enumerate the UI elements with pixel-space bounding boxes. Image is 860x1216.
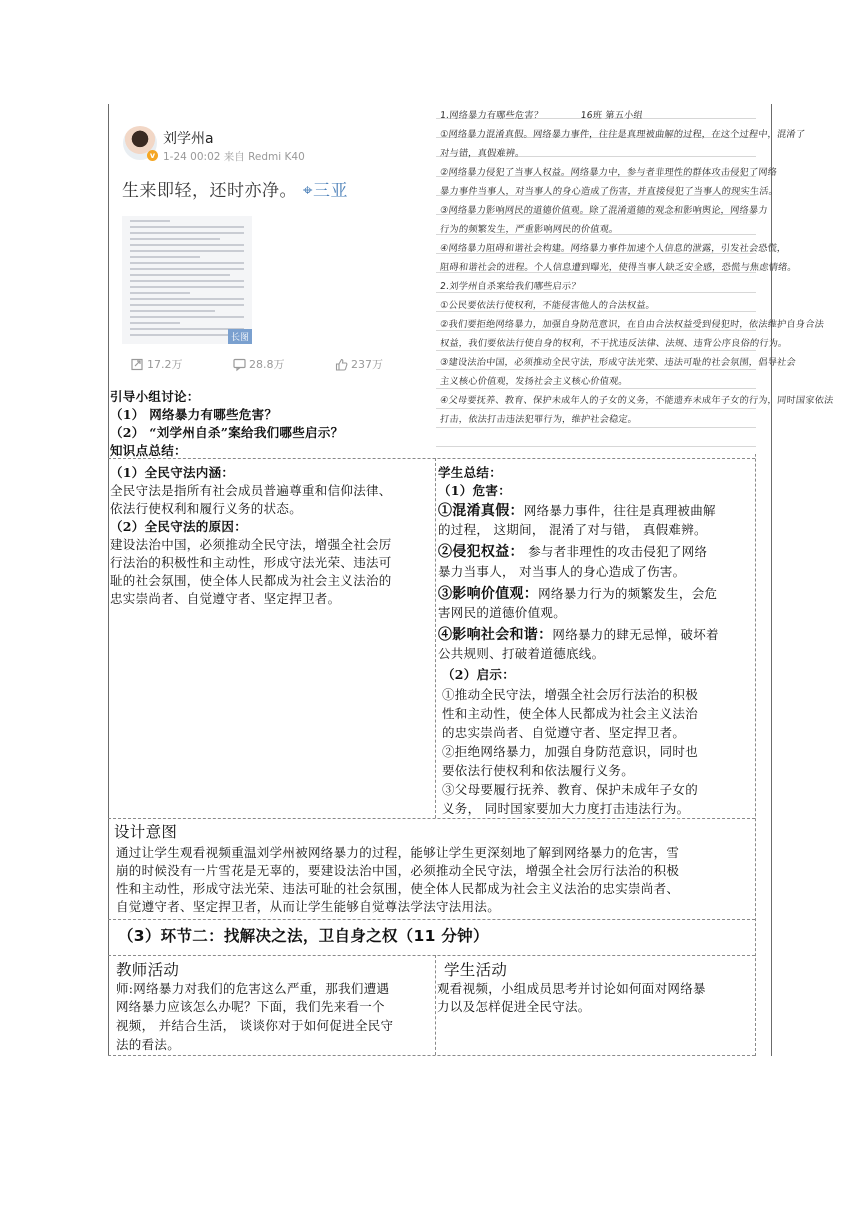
column-divider-1	[435, 458, 436, 818]
handwritten-line: 1.网络暴力有哪些危害？ 16班 第五小组	[439, 110, 644, 121]
handwritten-line: ①公民要依法行使权利，不能侵害他人的合法权益。	[439, 300, 656, 311]
comment-count: 28.8万	[249, 358, 285, 371]
thumbs-up-icon	[335, 358, 348, 371]
teacher-activity-heading: 教师活动	[116, 961, 180, 979]
handwritten-line: 2.刘学州自杀案给我们哪些启示？	[439, 281, 582, 292]
weibo-post-meta: 1-24 00:02 来自 Redmi K40	[163, 151, 305, 163]
handwritten-line: ④父母要抚养、教育、保护未成年人的子女的义务，不能遗弃未成年子女的行为，同时国家依法	[439, 395, 834, 406]
row-divider-1	[108, 458, 755, 459]
repost-button[interactable]	[131, 356, 183, 372]
design-intent-line: 自觉遵守者、坚定捍卫者，从而让学生能够自觉尊法学法守法用法。	[116, 899, 501, 914]
harm-item-3-cont: 害网民的道德价值观。	[438, 605, 567, 620]
handwritten-line: ④网络暴力阻碍和谐社会构建。网络暴力事件加速个人信息的泄露，引发社会恐慌，	[439, 243, 788, 254]
repost-icon	[131, 358, 144, 371]
teacher-activity-line: 法的看法。	[116, 1037, 181, 1052]
weibo-action-bar	[109, 352, 409, 376]
weibo-post-text	[122, 176, 348, 201]
section-title: （3）环节二：找解决之法，卫自身之权（11 分钟）	[118, 927, 489, 945]
design-intent-line: 性和主动性，形成守法光荣、违法可耻的社会氛围，使全体人民都成为社会主义法治的忠实崇尚者、	[116, 881, 680, 896]
long-image-thumbnail	[122, 216, 252, 344]
harm-item-text: 网络暴力的肆无忌惮，破坏着	[552, 627, 719, 642]
harm-item-1	[438, 501, 716, 521]
like-count: 237万	[351, 358, 383, 371]
like-button[interactable]	[335, 356, 383, 372]
location-pin-icon: ⌖	[302, 181, 313, 201]
handwritten-line: 阻碍和谐社会的进程。个人信息遭到曝光，使得当事人缺乏安全感，恐慌与焦虑情绪。	[439, 262, 798, 273]
teacher-activity-line: 师:网络暴力对我们的危害这么严重，那我们遭遇	[116, 981, 390, 996]
handwritten-line: 权益，我们要依法行使自身的权利，不干扰违反法律、法规、违背公序良俗的行为。	[439, 338, 788, 349]
handwritten-notes-image	[436, 104, 834, 454]
insight-line: ②拒绝网络暴力，加强自身防范意识，同时也	[442, 744, 699, 759]
knowledge-s1-line: 全民守法是指所有社会成员普遍尊重和信仰法律、	[110, 483, 392, 498]
guide-heading: 引导小组讨论：	[110, 389, 200, 404]
handwritten-line: ②网络暴力侵犯了当事人权益。网络暴力中，参与者非理性的群体攻击侵犯了网络	[439, 167, 778, 178]
harm-item-label: ④影响社会和谐：	[438, 627, 553, 643]
design-intent-line: 崩的时候没有一片雪花是无辜的，要建设法治中国，必须推动全民守法，增强全社会厉行法治的积极	[116, 863, 680, 878]
weibo-post-body: 生来即轻，还时亦净。	[122, 181, 297, 201]
knowledge-s1-title: （1）全民守法内涵：	[110, 465, 235, 480]
harm-item-4	[438, 625, 719, 645]
knowledge-s2-line: 耻的社会氛围，使全体人民都成为社会主义法治的	[110, 573, 392, 588]
row-divider-5	[108, 1055, 755, 1056]
handwritten-line: 主义核心价值观，发扬社会主义核心价值观。	[439, 376, 629, 387]
harm-item-text: 网络暴力事件，往往是真理被曲解	[523, 503, 716, 518]
insight-line: ③父母要履行抚养、教育、保护未成年子女的	[442, 782, 699, 797]
insight-line: 的忠实崇尚者、自觉遵守者、坚定捍卫者。	[442, 725, 686, 740]
column-divider-2	[435, 955, 436, 1055]
handwritten-line: ③建设法治中国，必须推动全民守法，形成守法光荣、违法可耻的社会氛围，倡导社会	[439, 357, 797, 368]
weibo-location: 三亚	[312, 181, 348, 201]
insight-title: （2）启示：	[442, 667, 515, 682]
harm-title: （1）危害：	[438, 483, 511, 498]
harm-item-1-cont: 的过程， 这期间， 混淆了对与错， 真假难辨。	[438, 522, 707, 537]
harm-item-2-cont: 暴力当事人， 对当事人的身心造成了伤害。	[438, 564, 686, 579]
knowledge-heading: 知识点总结：	[110, 443, 187, 458]
weibo-post-screenshot	[109, 104, 409, 384]
harm-item-label: ①混淆真假：	[438, 503, 524, 519]
harm-item-text: 参与者非理性的攻击侵犯了网络	[523, 544, 708, 559]
teacher-activity-line: 视频， 并结合生活， 谈谈你对于如何促进全民守	[116, 1018, 394, 1033]
weibo-username: 刘学州a	[163, 131, 214, 147]
student-activity-line: 观看视频，小组成员思考并讨论如何面对网络暴	[437, 981, 706, 996]
knowledge-s2-line: 忠实崇尚者、自觉遵守者、坚定捍卫者。	[110, 591, 341, 606]
verified-badge-icon: v	[147, 150, 158, 161]
harm-item-label: ②侵犯权益：	[438, 544, 524, 560]
insight-line: ①推动全民守法，增强全社会厉行法治的积极	[442, 687, 699, 702]
student-summary-heading: 学生总结：	[438, 465, 503, 480]
harm-item-3	[438, 584, 717, 604]
teacher-activity-line: 网络暴力应该怎么办呢？下面，我们先来看一个	[116, 999, 385, 1014]
handwritten-line: 打击，依法打击违法犯罪行为，维护社会稳定。	[439, 414, 638, 425]
harm-item-text: 网络暴力行为的频繁发生，会危	[538, 586, 718, 601]
guide-question-1: （1） 网络暴力有哪些危害？	[110, 407, 278, 422]
long-image-tag: 长图	[228, 329, 252, 344]
insight-line: 性和主动性，使全体人民都成为社会主义法治	[442, 706, 699, 721]
design-intent-line: 通过让学生观看视频重温刘学州被网络暴力的过程，能够让学生更深刻地了解到网络暴力的危害，雪	[116, 845, 680, 860]
harm-item-4-cont: 公共规则、打破着道德底线。	[438, 646, 605, 661]
row-divider-2	[108, 818, 755, 819]
harm-item-2	[438, 542, 707, 562]
handwritten-line: 暴力事件当事人，对当事人的身心造成了伤害，并直接侵犯了当事人的现实生活。	[439, 186, 779, 197]
row-divider-4	[108, 955, 755, 956]
row-divider-3	[108, 919, 755, 920]
knowledge-s2-line: 行法治的积极性和主动性，形成守法光荣、违法可	[110, 555, 392, 570]
insight-line: 要依法行使权利和依法履行义务。	[442, 763, 635, 778]
knowledge-s2-line: 建设法治中国，必须推动全民守法，增强全社会厉	[110, 537, 392, 552]
handwritten-line: ②我们要拒绝网络暴力，加强自身防范意识，在自由合法权益受到侵犯时，依法维护自身合法	[439, 319, 825, 330]
student-activity-line: 力以及怎样促进全民守法。	[437, 999, 591, 1014]
harm-item-label: ③影响价值观：	[438, 586, 539, 602]
knowledge-s2-title: （2）全民守法的原因：	[110, 519, 247, 534]
repost-count: 17.2万	[147, 358, 183, 371]
design-intent-heading: 设计意图	[114, 823, 178, 841]
guide-question-2: （2） “刘学州自杀”案给我们哪些启示？	[110, 425, 344, 440]
comment-button[interactable]	[233, 356, 285, 372]
comment-icon	[233, 358, 246, 371]
handwritten-line: 行为的频繁发生，严重影响网民的价值观。	[439, 224, 620, 235]
handwritten-line: ①网络暴力混淆真假。网络暴力事件，往往是真理被曲解的过程，在这个过程中，混淆了	[439, 129, 806, 140]
handwritten-line: 对与错，真假难辨。	[439, 148, 526, 159]
insight-line: 义务， 同时国家要加大力度打击违法行为。	[442, 801, 690, 816]
handwritten-line: ③网络暴力影响网民的道德价值观。除了混淆道德的观念和影响舆论，网络暴力	[439, 205, 769, 216]
knowledge-s1-line: 依法行使权利和履行义务的状态。	[110, 501, 303, 516]
student-activity-heading: 学生活动	[444, 961, 508, 979]
